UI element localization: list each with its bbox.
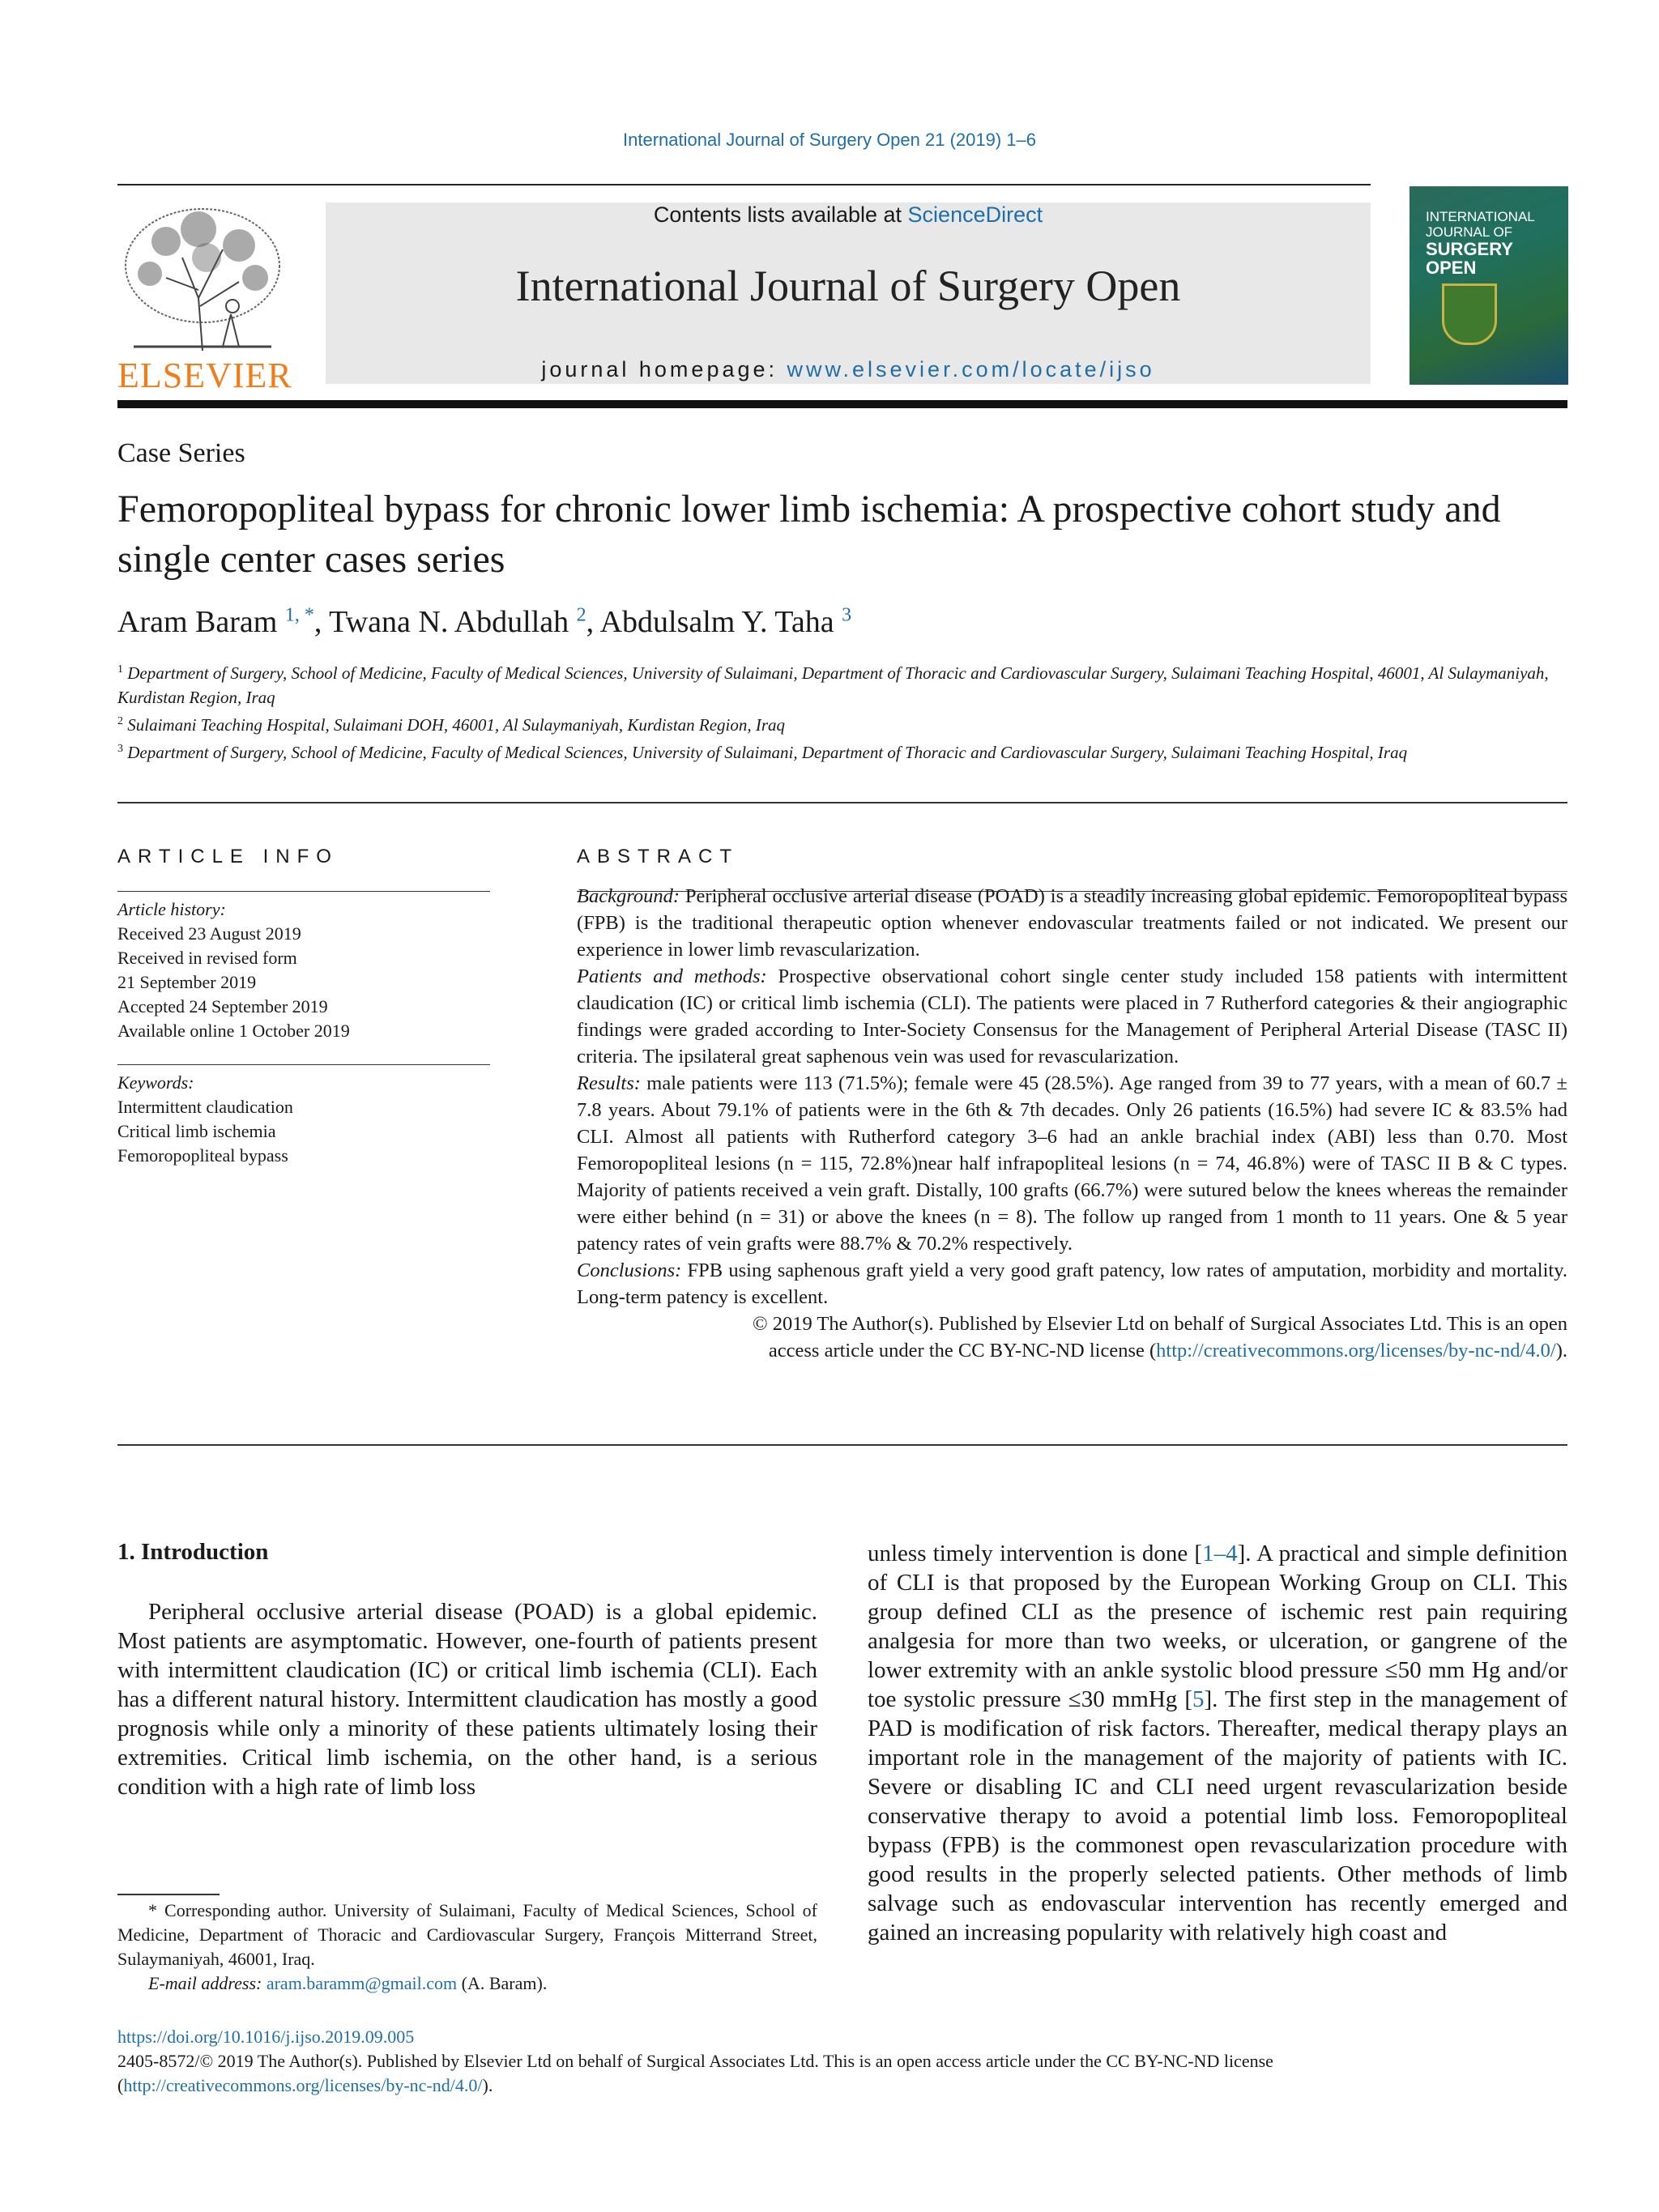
footer-license-end: ). [482, 2075, 493, 2095]
author-separator: , [313, 605, 330, 639]
license-link[interactable]: http://creativecommons.org/licenses/by-nc-nd/4.0/ [1156, 1340, 1556, 1362]
author-affil-marker[interactable]: 2 [576, 604, 586, 626]
abstract-bottom-rule [117, 1444, 1567, 1446]
header-rule [117, 184, 1371, 185]
email-suffix: (A. Baram). [457, 1973, 548, 1993]
abstract-background [577, 883, 1567, 963]
keyword-item: Critical limb ischemia [117, 1121, 276, 1141]
keywords [117, 1071, 490, 1168]
email-link[interactable]: aram.baramm@gmail.com [266, 1973, 458, 1993]
history-item: 21 September 2019 [117, 972, 257, 992]
journal-homepage [326, 357, 1371, 382]
article-title: Femoropopliteal bypass for chronic lower limb ischemia: A prospective cohort study and single center cases series [117, 488, 1501, 581]
intro-left-column [117, 1597, 817, 1801]
affiliation-number: 2 [117, 715, 123, 727]
history-item: Available online 1 October 2019 [117, 1021, 350, 1041]
cover-line-4: OPEN [1426, 258, 1477, 278]
intro-text: ]. The first step in the management of PAD is modification of risk factors. Thereafter, medical therapy plays an important role in the management of the majority of patients with IC. Severe or disabling IC and CLI need urgent revascularization beside conservative therapy to avoid a potential limb loss. Femoropopliteal bypass (FPB) is the commonest open revascularization procedure with good results in the properly selected patients. Other methods of limb salvage such as endovascular intervention has recently emerged and gained an increasing popularity with relatively high coast and [868, 1686, 1567, 1946]
author-affil-marker[interactable]: 1, * [284, 604, 314, 626]
citation-ref-link[interactable]: 1–4 [1202, 1541, 1238, 1566]
cover-line-2: JOURNAL OF [1426, 224, 1513, 240]
affiliation-text: Department of Surgery, School of Medicine, Faculty of Medical Sciences, University of Sulaimani, Department of Thoracic and Cardiovascular Surgery, Sulaimani Teaching Hospital, Iraq [127, 743, 1408, 762]
abstract-conclusions [577, 1257, 1567, 1311]
contents-line [326, 202, 1371, 227]
elsevier-wordmark: ELSEVIER [117, 356, 292, 395]
citation-ref-link[interactable]: 5 [1192, 1686, 1205, 1712]
affiliation-item [117, 658, 1567, 710]
journal-name: International Journal of Surgery Open [515, 262, 1181, 310]
author-name[interactable]: Aram Baram [117, 605, 278, 639]
abstract-results [577, 1070, 1567, 1257]
abstract-text: FPB using saphenous graft yield a very good graft patency, low rates of amputation, morbidity and mortality. Long-term patency is excellent. [577, 1259, 1567, 1308]
keywords-rule [117, 1064, 490, 1065]
email-line [117, 1971, 817, 1996]
affiliation-text: Sulaimani Teaching Hospital, Sulaimani DOH, 46001, Al Sulaymaniyah, Kurdistan Region, Iraq [127, 715, 786, 735]
abstract-label: Background: [577, 885, 680, 907]
homepage-prefix: journal homepage: [541, 357, 787, 381]
corresponding-footnote [117, 1899, 817, 1996]
footer-license-text: 2405-8572/© 2019 The Author(s). Published by Elsevier Ltd on behalf of Surgical Associates Ltd. This is an open access article under the CC BY-NC-ND license ( [117, 2051, 1273, 2095]
abstract-label: Results: [577, 1072, 641, 1094]
author-name[interactable]: Abdulsalm Y. Taha [599, 605, 834, 639]
abstract-heading: ABSTRACT [577, 846, 740, 867]
footer-license-link[interactable]: http://creativecommons.org/licenses/by-nc-nd/4.0/ [123, 2075, 483, 2095]
intro-text: ]. A practical and simple definition of CLI is that proposed by the European Working Group on CLI. This group defined CLI as the presence of ischemic rest pain requiring analgesia for more than two weeks, or ulceration, or gangrene of the lower extremity with an ankle systolic blood pressure ≤50 mm Hg and/or toe systolic pressure ≤30 mmHg [ [868, 1541, 1567, 1712]
keywords-label: Keywords: [117, 1072, 194, 1093]
elsevier-tree-logo [117, 201, 288, 355]
intro-paragraph [868, 1539, 1567, 1947]
license-text-end: ). [1555, 1340, 1567, 1362]
keyword-item: Femoropopliteal bypass [117, 1145, 288, 1166]
footnote-rule [117, 1894, 220, 1895]
affiliation-item [117, 737, 1567, 765]
author-separator: , [586, 605, 600, 639]
doi-link[interactable]: https://doi.org/10.1016/j.ijso.2019.09.005 [117, 2027, 415, 2047]
intro-heading: 1. Introduction [117, 1539, 269, 1565]
abstract-label: Patients and methods: [577, 965, 767, 987]
abstract-label: Conclusions: [577, 1259, 682, 1281]
sciencedirect-link[interactable]: ScienceDirect [907, 202, 1043, 227]
history-item: Accepted 24 September 2019 [117, 996, 328, 1016]
history-item: Received in revised form [117, 948, 297, 968]
copyright-text: © 2019 The Author(s). Published by Elsevier Ltd on behalf of Surgical Associates Ltd. This is an open [753, 1313, 1567, 1335]
affiliation-text: Department of Surgery, School of Medicine, Faculty of Medical Sciences, University of Sulaimani, Department of Thoracic and Cardiovascular Surgery, Sulaimani Teaching Hospital, 46001, Al Sulaymaniyah, Kurdistan Region, Iraq [117, 663, 1549, 707]
cover-title [1426, 209, 1563, 277]
license-footer [117, 2049, 1567, 2098]
license-text: access article under the CC BY-NC-ND license ( [768, 1340, 1157, 1362]
intro-paragraph: Peripheral occlusive arterial disease (POAD) is a global epidemic. Most patients are asymptomatic. However, one-fourth of patients present with intermittent claudication (IC) or critical limb ischemia (CLI). Each has a different natural history. Intermittent claudication has mostly a good prognosis while only a minority of these patients ultimately losing their extremities. Critical limb ischemia, on the other hand, is a serious condition with a high rate of limb loss [117, 1599, 817, 1800]
homepage-link[interactable]: www.elsevier.com/locate/ijso [787, 357, 1155, 381]
corresponding-author-note: * Corresponding author. University of Sulaimani, Faculty of Medical Sciences, School of Medicine, Department of Thoracic and Cardiovascular Surgery, François Mitterrand Street, Sulaymaniyah, 46001, Iraq. [117, 1900, 817, 1969]
intro-right-column [868, 1539, 1567, 1947]
header-thick-rule [117, 400, 1567, 408]
author-affil-marker[interactable]: 3 [842, 604, 852, 626]
author-name[interactable]: Twana N. Abdullah [329, 605, 569, 639]
cover-line-1: INTERNATIONAL [1426, 209, 1535, 224]
history-label: Article history: [117, 899, 226, 919]
page-footer [117, 2025, 1567, 2098]
affiliation-number: 1 [117, 663, 123, 676]
cover-crest-icon [1442, 283, 1497, 345]
abstract-body [577, 883, 1567, 1364]
abstract-text: Prospective observational cohort single center study included 158 patients with intermittent claudication (IC) or critical limb ischemia (CLI). The patients were placed in 7 Rutherford categories & their angiographic findings were graded according to Inter-Society Consensus for the Management of Peripheral Arterial Disease (TASC II) criteria. The ipsilateral great saphenous vein was used for revascularization. [577, 965, 1567, 1068]
abstract-text: male patients were 113 (71.5%); female were 45 (28.5%). Age ranged from 39 to 77 years, with a mean of 60.7 ± 7.8 years. About 79.1% of patients were in the 6th & 7th decades. Only 26 patients (16.5%) had severe IC & 83.5% had CLI. Almost all patients with Rutherford category 3–6 had an ankle brachial index (ABI) less than 0.70. Most Femoropopliteal lesions (n = 115, 72.8%)near half infrapopliteal lesions (n = 74, 46.8%) were of TASC II B & C types. Majority of patients received a vein graft. Distally, 100 grafts (66.7%) were sutured below the knees whereas the remainder were either behind (n = 31) or above the knees (n = 8). The follow up ranged from 1 month to 11 years. One & 5 year patency rates of vein grafts were 88.7% & 70.2% respectively. [577, 1072, 1567, 1255]
affiliations [117, 658, 1567, 765]
author-list [117, 604, 851, 640]
article-history [117, 897, 490, 1043]
title-separator-rule [117, 802, 1567, 803]
journal-citation[interactable]: International Journal of Surgery Open 21 (2019) 1–6 [623, 130, 1036, 150]
section-type: Case Series [117, 438, 245, 468]
email-label: E-mail address: [148, 1973, 267, 1993]
affiliation-number: 3 [117, 743, 123, 755]
abstract-methods [577, 963, 1567, 1070]
abstract-text: Peripheral occlusive arterial disease (POAD) is a steadily increasing global epidemic. Femoropopliteal bypass (FPB) is the traditional therapeutic option whenever endovascular treatments failed or not indicated. We present our experience in lower limb revascularization. [577, 885, 1567, 961]
affiliation-item [117, 710, 1567, 737]
abstract-copyright [577, 1311, 1567, 1337]
keyword-item: Intermittent claudication [117, 1097, 293, 1117]
history-item: Received 23 August 2019 [117, 923, 301, 944]
article-info-rule [117, 891, 490, 892]
abstract-license [577, 1337, 1567, 1364]
contents-prefix: Contents lists available at [653, 202, 908, 227]
article-info-heading: ARTICLE INFO [117, 846, 339, 867]
intro-text: unless timely intervention is done [ [868, 1541, 1203, 1566]
cover-line-3: SURGERY [1426, 239, 1513, 259]
